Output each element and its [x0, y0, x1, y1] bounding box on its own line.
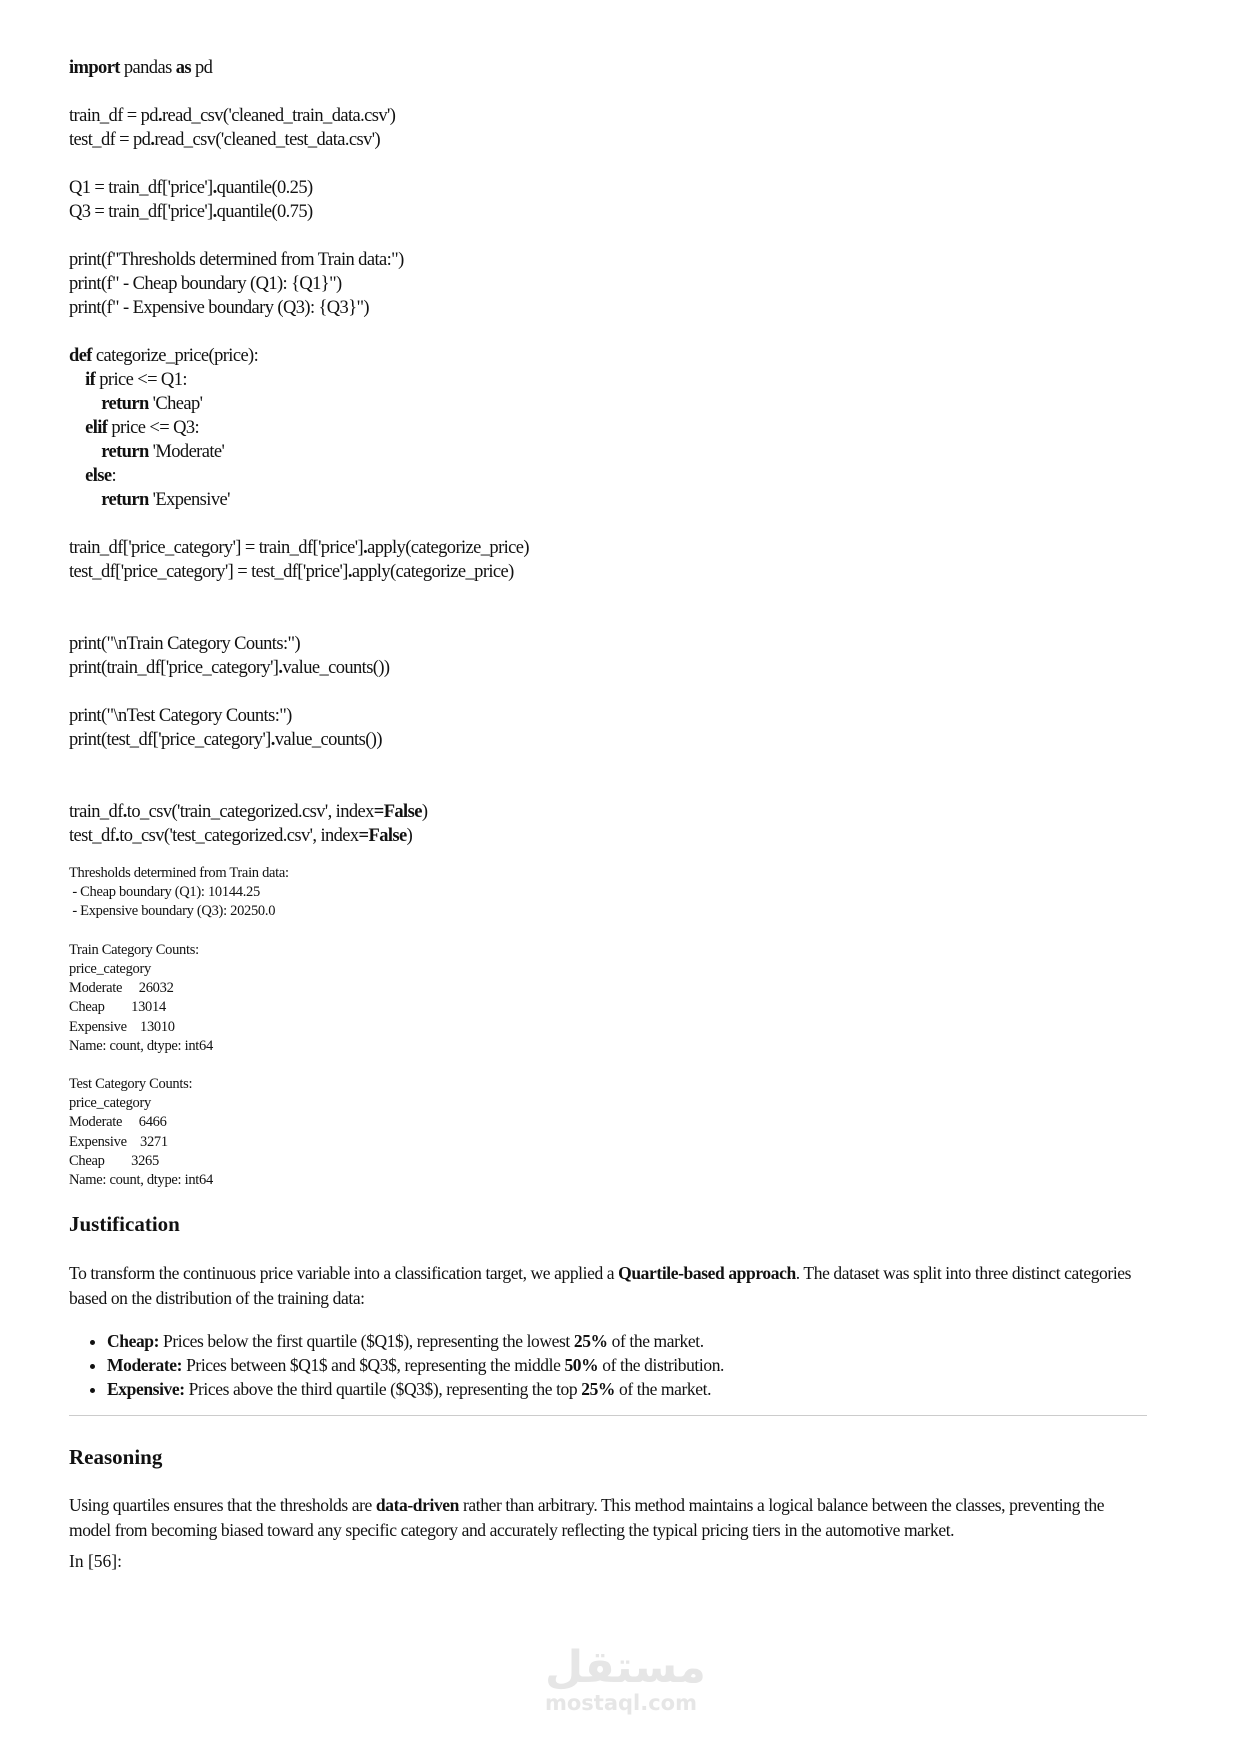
- bold-text: .: [270, 730, 275, 750]
- text-segment: To transform the continuous price variable into a classification target, we applied a: [69, 1263, 619, 1283]
- bold-text: return: [101, 394, 149, 414]
- justification-list: [69, 1329, 724, 1401]
- text-segment: of the market.: [607, 1331, 704, 1351]
- text-segment: pd: [190, 58, 213, 78]
- text-segment: train_df = pd: [69, 106, 158, 126]
- bold-text: as: [175, 58, 191, 78]
- text-segment: [69, 442, 101, 462]
- text-segment: . The dataset was split into three distinct categories based on the distribution of the training data:: [69, 1263, 1132, 1308]
- text-segment: [69, 418, 85, 438]
- reasoning-paragraph: [69, 1493, 1149, 1542]
- text-segment: to_csv('train_categorized.csv', index: [126, 802, 374, 822]
- code-line: [69, 608, 529, 632]
- text-segment: value_counts()): [282, 658, 390, 678]
- bold-text: =False: [373, 802, 422, 822]
- text-segment: print("\nTrain Category Counts:"): [69, 634, 300, 654]
- code-line: [69, 344, 529, 368]
- code-line: [69, 128, 529, 152]
- code-line: [69, 320, 529, 344]
- code-line: [69, 392, 529, 416]
- bold-text: import: [69, 58, 120, 78]
- output-line: Expensive 3271: [69, 1133, 168, 1150]
- cell-prompt: In [56]:: [69, 1551, 122, 1571]
- code-line: [69, 632, 529, 656]
- output-line: - Expensive boundary (Q3): 20250.0: [69, 903, 276, 920]
- text-segment: price <= Q3:: [107, 418, 200, 438]
- bold-text: elif: [85, 418, 108, 438]
- list-item: [107, 1353, 724, 1377]
- code-line: [69, 296, 529, 320]
- code-line: [69, 272, 529, 296]
- watermark-latin: mostaql.com: [545, 1691, 697, 1715]
- bold-text: .: [122, 802, 127, 822]
- text-segment: print(f"Thresholds determined from Train data:"): [69, 250, 404, 270]
- output-line: Cheap 3265: [69, 1152, 159, 1169]
- text-segment: print(test_df['price_category']: [69, 730, 271, 750]
- code-line: [69, 248, 529, 272]
- bold-text: .: [150, 130, 155, 150]
- text-segment: print(f" - Expensive boundary (Q3): {Q3}"): [69, 298, 369, 318]
- code-line: [69, 104, 529, 128]
- bold-text: Expensive:: [107, 1379, 185, 1399]
- text-segment: of the distribution.: [598, 1355, 725, 1375]
- text-segment: of the market.: [615, 1379, 712, 1399]
- text-segment: test_df['price_category'] = test_df['price']: [69, 562, 348, 582]
- code-cell: [69, 56, 529, 848]
- code-line: [69, 536, 529, 560]
- reasoning-heading: Reasoning: [69, 1445, 163, 1469]
- output-line: Cheap 13014: [69, 999, 166, 1016]
- divider: [69, 1415, 1147, 1416]
- code-line: [69, 368, 529, 392]
- text-segment: Prices below the first quartile ($Q1$), representing the lowest: [159, 1331, 574, 1351]
- text-segment: :: [111, 466, 117, 486]
- text-segment: [69, 466, 85, 486]
- text-segment: [69, 394, 101, 414]
- text-segment: quantile(0.75): [216, 202, 313, 222]
- bold-text: 50%: [564, 1355, 599, 1375]
- code-line: [69, 776, 529, 800]
- list-item: [107, 1377, 724, 1401]
- text-segment: train_df: [69, 802, 123, 822]
- output-line: Test Category Counts:: [69, 1076, 193, 1093]
- bold-text: if: [85, 370, 96, 390]
- output-line: [69, 922, 289, 941]
- output-line: Moderate 6466: [69, 1114, 167, 1131]
- bold-text: .: [212, 202, 217, 222]
- code-line: [69, 80, 529, 104]
- code-line: [69, 464, 529, 488]
- code-line: [69, 224, 529, 248]
- text-segment: read_csv('cleaned_train_data.csv'): [161, 106, 396, 126]
- text-segment: to_csv('test_categorized.csv', index: [119, 826, 359, 846]
- code-line: [69, 728, 529, 752]
- code-line: [69, 656, 529, 680]
- code-line: [69, 512, 529, 536]
- bold-text: .: [278, 658, 283, 678]
- text-segment: rather than arbitrary. This method maintains a logical balance between the classes, preventing the model from becoming biased toward any specific category and accurately reflecting the typical pricing tiers in the automotive market.: [69, 1495, 1105, 1540]
- text-segment: [69, 370, 85, 390]
- code-line: [69, 752, 529, 776]
- text-segment: Q3 = train_df['price']: [69, 202, 213, 222]
- bold-text: Moderate:: [107, 1355, 183, 1375]
- text-segment: price <= Q1:: [95, 370, 187, 390]
- text-segment: 'Cheap': [148, 394, 203, 414]
- bold-text: else: [85, 466, 112, 486]
- text-segment: ): [421, 802, 428, 822]
- bold-text: def: [69, 346, 92, 366]
- output-line: Moderate 26032: [69, 980, 174, 997]
- text-segment: read_csv('cleaned_test_data.csv'): [154, 130, 381, 150]
- code-line: [69, 560, 529, 584]
- justification-heading: Justification: [69, 1212, 180, 1236]
- text-segment: pandas: [119, 58, 176, 78]
- output-line: Name: count, dtype: int64: [69, 1037, 213, 1054]
- bold-text: .: [115, 826, 120, 846]
- bold-text: =False: [358, 826, 407, 846]
- text-segment: categorize_price(price):: [91, 346, 259, 366]
- bold-text: Cheap:: [107, 1331, 160, 1351]
- code-line: [69, 56, 529, 80]
- bold-text: .: [157, 106, 162, 126]
- code-line: [69, 824, 529, 848]
- text-segment: quantile(0.25): [216, 178, 313, 198]
- text-segment: test_df = pd: [69, 130, 151, 150]
- output-line: - Cheap boundary (Q1): 10144.25: [69, 884, 260, 901]
- text-segment: print(train_df['price_category']: [69, 658, 279, 678]
- code-line: [69, 800, 529, 824]
- output-line: price_category: [69, 960, 151, 977]
- text-segment: test_df: [69, 826, 116, 846]
- code-line: [69, 440, 529, 464]
- text-segment: [69, 490, 101, 510]
- code-line: [69, 416, 529, 440]
- bold-text: 25%: [581, 1379, 616, 1399]
- bold-text: return: [101, 442, 149, 462]
- cell-output: [69, 864, 289, 1190]
- code-line: [69, 152, 529, 176]
- text-segment: apply(categorize_price): [351, 562, 514, 582]
- bold-text: .: [347, 562, 352, 582]
- bold-text: .: [363, 538, 368, 558]
- text-segment: 'Moderate': [148, 442, 225, 462]
- code-line: [69, 200, 529, 224]
- code-line: [69, 584, 529, 608]
- text-segment: print(f" - Cheap boundary (Q1): {Q1}"): [69, 274, 342, 294]
- output-line: [69, 1056, 289, 1075]
- output-line: price_category: [69, 1095, 151, 1112]
- text-segment: Using quartiles ensures that the thresholds are: [69, 1495, 376, 1515]
- bold-text: data-driven: [375, 1495, 460, 1515]
- text-segment: 'Expensive': [148, 490, 230, 510]
- output-line: Expensive 13010: [69, 1018, 175, 1035]
- text-segment: ): [406, 826, 413, 846]
- justification-paragraph: [69, 1261, 1149, 1310]
- text-segment: print("\nTest Category Counts:"): [69, 706, 292, 726]
- text-segment: Q1 = train_df['price']: [69, 178, 213, 198]
- output-line: Thresholds determined from Train data:: [69, 865, 289, 881]
- bold-text: 25%: [573, 1331, 608, 1351]
- watermark-arabic: مستقل: [545, 1642, 706, 1693]
- text-segment: value_counts()): [274, 730, 382, 750]
- code-line: [69, 176, 529, 200]
- output-line: Name: count, dtype: int64: [69, 1172, 213, 1188]
- bold-text: Quartile-based approach: [618, 1263, 796, 1283]
- bold-text: return: [101, 490, 149, 510]
- bold-text: .: [212, 178, 217, 198]
- watermark-logo: [545, 1642, 706, 1715]
- text-segment: Prices between $Q1$ and $Q3$, representing the middle: [182, 1355, 565, 1375]
- output-line: Train Category Counts:: [69, 941, 199, 958]
- code-line: [69, 488, 529, 512]
- code-line: [69, 704, 529, 728]
- text-segment: train_df['price_category'] = train_df['price']: [69, 538, 364, 558]
- text-segment: Prices above the third quartile ($Q3$), representing the top: [184, 1379, 582, 1399]
- list-item: [107, 1329, 724, 1353]
- text-segment: apply(categorize_price): [367, 538, 529, 558]
- code-line: [69, 680, 529, 704]
